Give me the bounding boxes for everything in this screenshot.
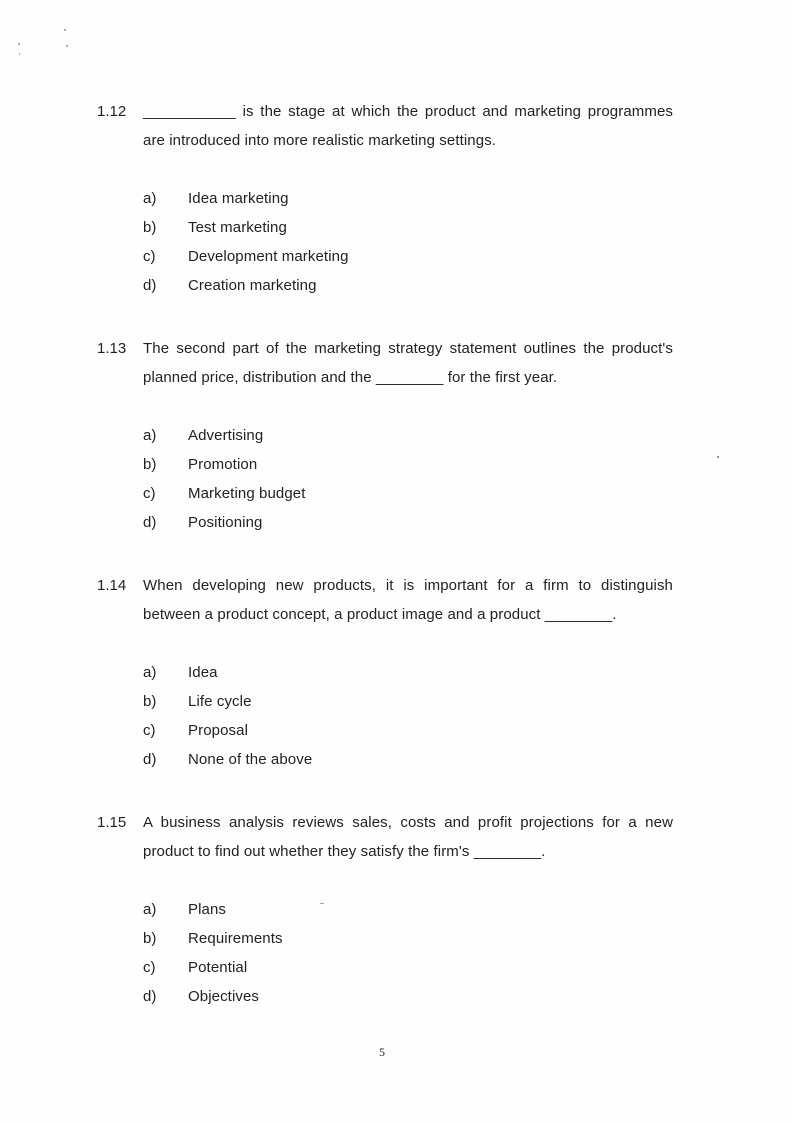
answer-options	[143, 658, 677, 774]
option-c	[143, 479, 677, 508]
question-text	[143, 808, 673, 866]
option-text: None of the above	[188, 751, 313, 768]
option-a	[143, 895, 677, 924]
option-b	[143, 924, 677, 953]
answer-options	[143, 184, 677, 300]
question-stem	[97, 571, 677, 629]
question-text-line: ___________ is the stage at which the product and marketing programmes	[143, 103, 673, 120]
option-text: Proposal	[188, 722, 249, 739]
question-text	[143, 571, 673, 629]
question-1-12	[97, 97, 677, 300]
option-text: Marketing budget	[188, 485, 306, 502]
option-letter: d)	[143, 988, 157, 1005]
scan-artifact	[66, 45, 68, 47]
question-text-line: A business analysis reviews sales, costs and profit projections for a new	[143, 814, 673, 831]
option-text: Objectives	[188, 988, 260, 1005]
option-letter: c)	[143, 722, 156, 739]
answer-options	[143, 421, 677, 537]
scan-artifact	[64, 29, 66, 31]
scan-artifact	[18, 43, 20, 45]
question-stem	[97, 808, 677, 866]
option-d	[143, 508, 677, 537]
question-text	[143, 97, 673, 155]
question-text-line: product to find out whether they satisfy the firm's ________.	[143, 843, 546, 860]
option-text: Promotion	[188, 456, 258, 473]
option-c	[143, 242, 677, 271]
question-1-15	[97, 808, 677, 1011]
option-d	[143, 271, 677, 300]
option-d	[143, 745, 677, 774]
option-text: Life cycle	[188, 693, 252, 710]
option-c	[143, 953, 677, 982]
question-stem	[97, 334, 677, 392]
option-b	[143, 213, 677, 242]
option-letter: d)	[143, 277, 157, 294]
option-b	[143, 450, 677, 479]
option-text: Plans	[188, 901, 227, 918]
option-text: Idea marketing	[188, 190, 289, 207]
option-text: Idea	[188, 664, 218, 681]
question-1-13	[97, 334, 677, 537]
option-letter: a)	[143, 901, 157, 918]
option-b	[143, 687, 677, 716]
scan-artifact	[717, 456, 719, 458]
option-letter: b)	[143, 930, 157, 947]
question-1-14	[97, 571, 677, 774]
option-text: Creation marketing	[188, 277, 317, 294]
option-letter: c)	[143, 248, 156, 265]
option-letter: a)	[143, 664, 157, 681]
option-letter: c)	[143, 959, 156, 976]
option-letter: a)	[143, 427, 157, 444]
option-letter: a)	[143, 190, 157, 207]
question-number: 1.12	[97, 103, 127, 120]
question-text	[143, 334, 673, 392]
question-text-line: The second part of the marketing strategy statement outlines the product's	[143, 340, 673, 357]
option-text: Requirements	[188, 930, 283, 947]
option-a	[143, 421, 677, 450]
option-text: Potential	[188, 959, 248, 976]
scan-artifact	[19, 53, 20, 55]
question-stem	[97, 97, 677, 155]
exam-questions-section	[97, 97, 677, 1060]
question-number: 1.13	[97, 340, 127, 357]
answer-options	[143, 895, 677, 1011]
option-d	[143, 982, 677, 1011]
option-text: Test marketing	[188, 219, 287, 236]
question-text-line: planned price, distribution and the ________ for the first year.	[143, 369, 558, 386]
option-text: Positioning	[188, 514, 263, 531]
option-letter: d)	[143, 751, 157, 768]
question-text-line: are introduced into more realistic marketing settings.	[143, 132, 497, 149]
option-letter: b)	[143, 693, 157, 710]
option-letter: b)	[143, 456, 157, 473]
page-number: 5	[379, 1045, 385, 1059]
question-number: 1.14	[97, 577, 127, 594]
option-c	[143, 716, 677, 745]
option-letter: c)	[143, 485, 156, 502]
option-a	[143, 658, 677, 687]
option-a	[143, 184, 677, 213]
question-text-line: between a product concept, a product image and a product ________.	[143, 606, 617, 623]
option-text: Advertising	[188, 427, 264, 444]
option-letter: b)	[143, 219, 157, 236]
question-number: 1.15	[97, 814, 127, 831]
question-text-line: When developing new products, it is important for a firm to distinguish	[143, 577, 673, 594]
option-letter: d)	[143, 514, 157, 531]
option-text: Development marketing	[188, 248, 349, 265]
